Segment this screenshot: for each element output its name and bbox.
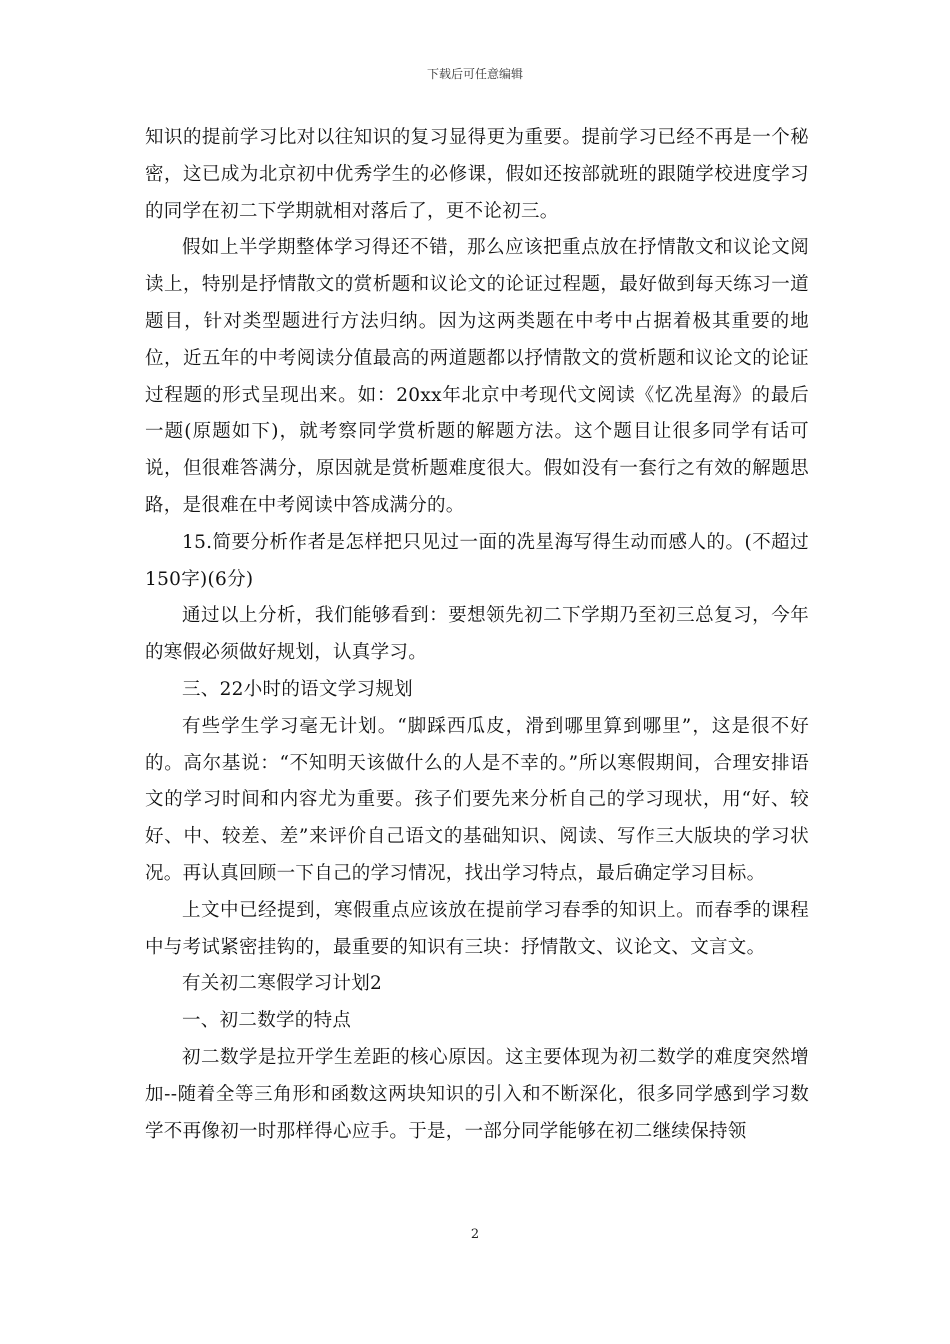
section-heading-3: 三、22小时的语文学习规划 [182, 678, 413, 700]
paragraph-1: 知识的提前学习比对以往知识的复习显得更为重要。提前学习已经不再是一个秘密，这已成为北京初中优秀学生的必修课，假如还按部就班的跟随学校进度学习的同学在初二下学期就相对落后了，更不论初三。 [145, 127, 809, 222]
paragraph-3: 15.简要分析作者是怎样把只见过一面的冼星海写得生动而感人的。(不超过150字)(6分) [145, 531, 809, 590]
page-number: 2 [470, 1227, 480, 1242]
paragraph-7: 初二数学是拉开学生差距的核心原因。这主要体现为初二数学的难度突然增加--随着全等三角形和函数这两块知识的引入和不断深化，很多同学感到学习数学不再像初一时那样得心应手。于是，一部分同学能够在初二继续保持领 [145, 1046, 809, 1142]
section-heading-1: 一、初二数学的特点 [182, 1010, 352, 1032]
paragraph-2: 假如上半学期整体学习得还不错，那么应该把重点放在抒情散文和议论文阅读上，特别是抒情散文的赏析题和议论文的论证过程题，最好做到每天练习一道题目，针对类型题进行方法归纳。因为这两类题在中考中占据着极其重要的地位，近五年的中考阅读分值最高的两道题都以抒情散文的赏析题和议论文的论证过程题的形式呈现出来。如：20xx年北京中考现代文阅读《忆冼星海》的最后一题(原题如下)，就考察同学赏析题的解题方法。这个题目让很多同学有话可说，但很难答满分，原因就是赏析题难度很大。假如没有一套行之有效的解题思路，是很难在中考阅读中答成满分的。 [145, 237, 809, 516]
article-title-2: 有关初二寒假学习计划2 [182, 973, 383, 995]
paragraph-5: 有些学生学习毫无计划。“脚踩西瓜皮，滑到哪里算到哪里”，这是很不好的。高尔基说：“不知明天该做什么的人是不幸的。”所以寒假期间，合理安排语文的学习时间和内容尤为重要。孩子们要先来分析自己的学习现状，用“好、较好、中、较差、差”来评价自己语文的基础知识、阅读、写作三大版块的学习状况。再认真回顾一下自己的学习情况，找出学习特点，最后确定学习目标。 [145, 715, 809, 884]
paragraph-4: 通过以上分析，我们能够看到：要想领先初二下学期乃至初三总复习，今年的寒假必须做好规划，认真学习。 [145, 605, 809, 664]
paragraph-6: 上文中已经提到，寒假重点应该放在提前学习春季的知识上。而春季的课程中与考试紧密挂钩的，最重要的知识有三块：抒情散文、议论文、文言文。 [145, 899, 809, 958]
document-body [145, 120, 809, 1150]
page-header: 下载后可任意编辑 [426, 67, 523, 81]
